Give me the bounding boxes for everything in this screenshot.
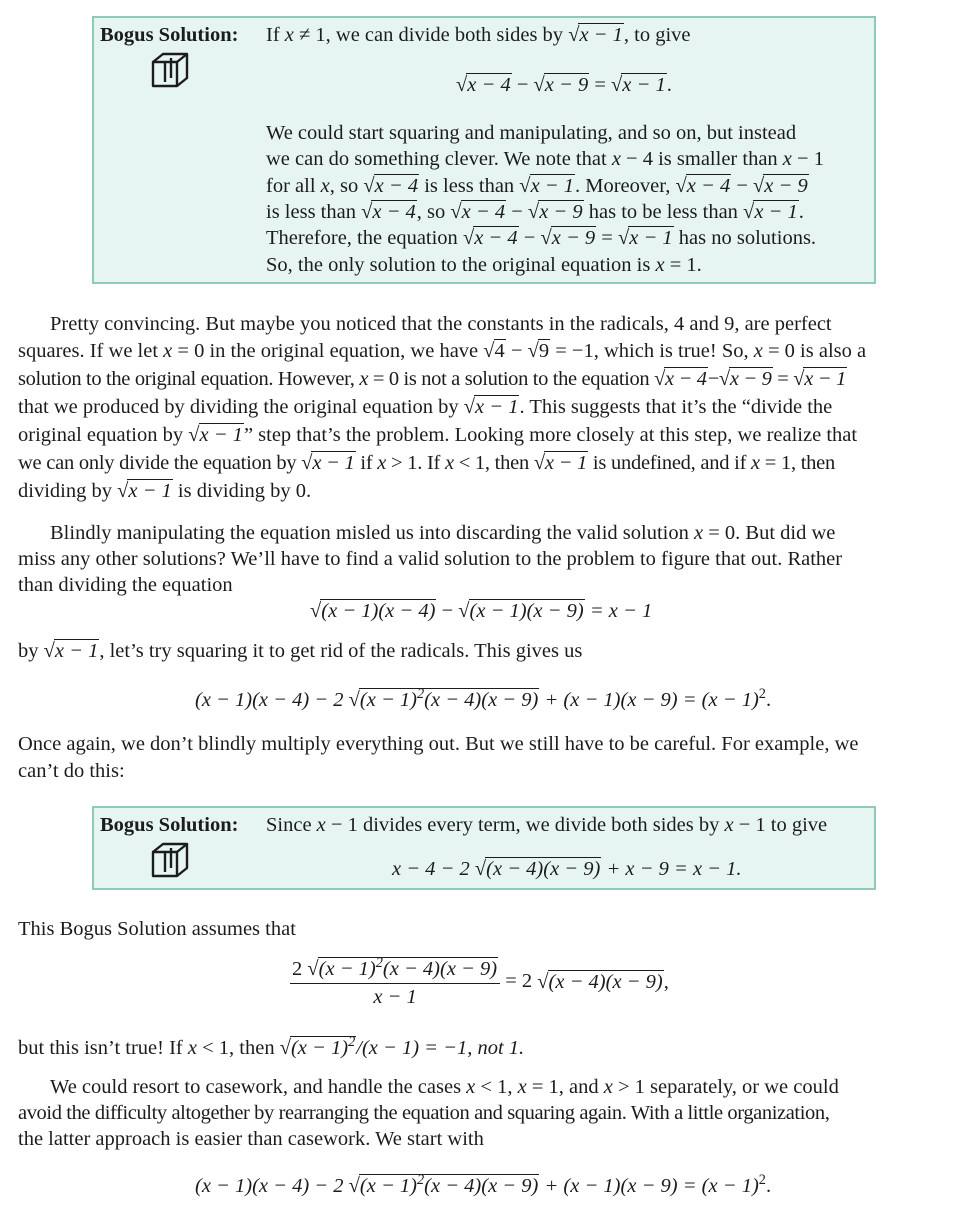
cube-icon [150,52,190,88]
para3-line-1: Once again, we don’t blindly multiply everything out. But we still have to be careful. For example, we [18,733,859,755]
radical: √x − 4 [675,175,731,197]
radical: √(x − 1)(x − 4) [310,600,436,622]
radical: √x − 4 [456,74,511,96]
radical: √x − 1 [611,74,666,96]
radical: √(x − 4)(x − 9) [537,970,663,993]
box1-equation: √x − 4 − √x − 9 = √x − 1. [456,74,672,96]
box1-line-p2: we can do something clever. We note that x − 4 is smaller than x − 1 [266,148,824,170]
para3-line-2: can’t do this: [18,760,125,782]
para1-line-5: original equation by √x − 1” step that’s the problem. Looking more closely at this step, we realize that [18,424,858,446]
bogus-solution-label: Bogus Solution: [100,24,239,46]
radical: √x − 1 [793,368,846,390]
equation-original: √(x − 1)(x − 4) − √(x − 1)(x − 9) = x − 1 [310,600,653,622]
radical: √x − 4 [363,175,419,197]
para5-line-2: avoid the difficulty altogether by rearranging the equation and squaring again. With a little organization, [18,1102,830,1124]
box1-line-p4: is less than √x − 4, so √x − 4 − √x − 9 has to be less than √x − 1. [266,201,804,223]
para1-line-3: solution to the original equation. However, x = 0 is not a solution to the equation √x − 4−√x − 9 = √x − 1 [18,368,846,390]
radical: √x − 1 [519,175,574,197]
cube-icon [150,842,190,878]
radical: √x − 9 [753,175,808,197]
box1-line-1: If x ≠ 1, we can divide both sides by √x − 1, to give [266,24,691,46]
bogus-solution-label: Bogus Solution: [100,814,239,836]
box1-line-p6: So, the only solution to the original equation is x = 1. [266,254,702,276]
para4-line-1: This Bogus Solution assumes that [18,918,296,940]
para4-line-2: but this isn’t true! If x < 1, then $√(x - 1)^2/(x - 1) = -1$, not 1. [18,1034,525,1059]
radical: √(x − 1)(x − 9) [458,600,584,622]
radical: √x − 1 [533,452,588,474]
box2-line-1: Since x − 1 divides every term, we divide both sides by x − 1 to give [266,814,828,836]
box1-line-p5: Therefore, the equation √x − 4 − √x − 9 = √x − 1 has no solutions. [266,227,817,249]
radical: √x − 1 [43,640,99,662]
para5-line-1: We could resort to casework, and handle the cases x < 1, x = 1, and x > 1 separately, or we could [50,1076,839,1098]
radical: √x − 1 [617,227,673,249]
para2-line-4: by √x − 1, let’s try squaring it to get rid of the radicals. This gives us [18,640,583,662]
para1-line-7: dividing by √x − 1 is dividing by 0. [18,480,312,502]
para1-line-2: squares. If we let x = 0 in the original equation, we have √4 − √9 = −1, which is true! So, x = 0 is also a [18,340,867,362]
radical: √x − 1 [301,452,355,474]
bogus-solution-box-2 [92,806,876,890]
para2-line-1: Blindly manipulating the equation misled us into discarding the valid solution x = 0. But did we [50,522,836,544]
radical: √4 [483,340,505,362]
radical: √x − 9 [540,227,596,249]
radical: √x − 1 [117,480,172,502]
radical: √x − 4 [654,368,707,390]
radical: √x − 4 [450,201,506,223]
radical: √x − 4 [462,227,518,249]
equation-start: (x − 1)(x − 4) − 2 $√(x - 1)^2(x - 4)(x - 9) + (x - 1)(x - 9) = (x - 1)^2$. [195,1172,772,1197]
radical: √x − 9 [527,201,583,223]
radical: $√(x - 1)^2(x - 4)(x - 9)$ [348,686,539,711]
para1-line-6: we can only divide the equation by √x − 1 if x > 1. If x < 1, then √x − 1 is undefined, and if x = 1, then [18,452,836,474]
radical: $√(x - 1)^2$ [279,1034,356,1059]
para1-line-1: Pretty convincing. But maybe you noticed that the constants in the radicals, 4 and 9, are perfect [50,313,832,335]
radical: √9 [527,340,550,362]
equation-squared: (x − 1)(x − 4) − 2 $√(x - 1)^2(x - 4)(x - 9) + (x - 1)(x - 9) = (x - 1)^2$. [195,686,772,711]
radical: √x − 1 [188,424,243,446]
radical: √(x − 4)(x − 9) [474,858,601,880]
radical: √x − 9 [533,74,589,96]
para5-line-3: the latter approach is easier than casework. We start with [18,1128,484,1150]
box1-line-p1: We could start squaring and manipulating, and so on, but instead [266,122,797,144]
box1-line-p3: for all x, so √x − 4 is less than √x − 1. Moreover, √x − 4 − √x − 9 [266,175,808,197]
para1-line-4: that we produced by dividing the original equation by √x − 1. This suggests that it’s the “divide the [18,396,833,418]
box2-equation: x − 4 − 2 √(x − 4)(x − 9) + x − 9 = x − 1. [392,858,742,880]
radical: √x − 1 [568,24,623,46]
radical: √x − 9 [718,368,772,390]
bogus-solution-box-1 [92,16,876,284]
radical: √x − 1 [463,396,519,418]
radical: $√(x - 1)^2(x - 4)(x - 9)$ [307,955,498,980]
radical: √x − 4 [361,201,416,223]
para2-line-3: than dividing the equation [18,574,233,596]
radical: $√(x - 1)^2(x - 4)(x - 9)$ [348,1172,539,1197]
para2-line-2: miss any other solutions? We’ll have to find a valid solution to the problem to figure that out. Rather [18,548,843,570]
radical: √x − 1 [743,201,798,223]
equation-fraction: $\frac{2 √(x - 1)^2(x - 4)(x - 9)}{x - 1}$ = 2 √(x − 4)(x − 9), [292,955,669,1008]
